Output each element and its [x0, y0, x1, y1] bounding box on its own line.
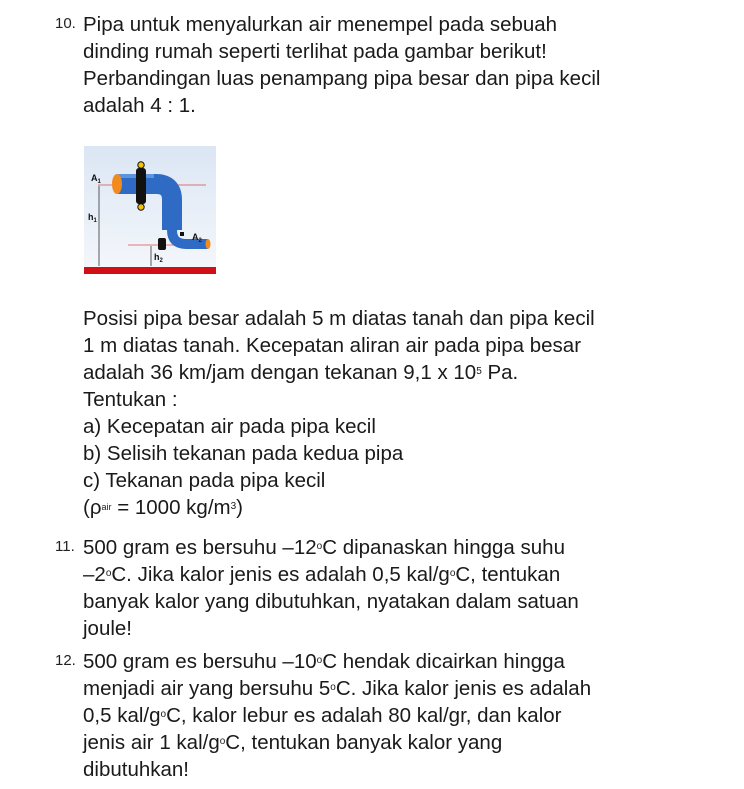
degree-sign: o: [160, 709, 167, 720]
question-number-11: 11.: [55, 538, 75, 555]
large-pipe-opening: [112, 174, 122, 194]
question-10-body: [83, 305, 723, 521]
q12-line-3: [83, 702, 723, 729]
degree-sign: o: [316, 541, 323, 552]
q11-line-2-b: C. Jika kalor jenis es adalah 0,5 kal/g: [111, 563, 450, 586]
q12-line-1: [83, 648, 723, 675]
q12-line-2: [83, 675, 723, 702]
label-a2: $A_2$: [192, 232, 202, 244]
q10-body-line-2: 1 m diatas tanah. Kecepatan aliran air pada pipa besar: [83, 334, 582, 357]
degree-sign: o: [105, 568, 112, 579]
q12-line-4: [83, 729, 723, 756]
q12-line-4-a: jenis air 1 kal/g: [83, 731, 220, 754]
q11-line-1-b: C dipanaskan hingga suhu: [322, 536, 565, 559]
degree-sign: o: [449, 568, 456, 579]
q11-line-1: [83, 534, 723, 561]
q10-intro-line-2: dinding rumah seperti terlihat pada gambar berikut!: [83, 40, 547, 63]
q12-line-2-b: C. Jika kalor jenis es adalah: [335, 677, 592, 700]
density-exponent: 3: [230, 501, 237, 512]
density-open: (ρ: [83, 496, 102, 519]
question-number-12: 12.: [55, 652, 76, 669]
q10-intro-line-1: Pipa untuk menyalurkan air menempel pada sebuah: [83, 13, 558, 36]
pipe-diagram: [84, 146, 216, 276]
question-10-intro: [83, 11, 723, 119]
q12-line-3-b: C, kalor lebur es adalah 80 kal/gr, dan kalor: [166, 704, 562, 727]
q10-body-line-3-unit: Pa.: [481, 361, 519, 384]
exponent: 5: [476, 366, 482, 377]
pipe-diagram-svg: [84, 146, 216, 276]
density-subscript: air: [101, 502, 112, 512]
question-11: [83, 534, 723, 642]
q10-density-note: [83, 494, 723, 521]
q10-intro-line-4: adalah 4 : 1.: [83, 94, 196, 117]
q10-body-line-3-text: adalah 36 km/jam dengan tekanan 9,1 x 10: [83, 361, 477, 384]
degree-sign: o: [219, 736, 226, 747]
q11-line-2-a: –2: [83, 563, 106, 586]
degree-sign: o: [316, 655, 323, 666]
clamp-large: [136, 168, 146, 204]
diagram-background: [84, 146, 216, 270]
q11-line-2: [83, 561, 723, 588]
q12-line-5: dibutuhkan!: [83, 758, 190, 781]
label-h2: $h_2$: [154, 252, 163, 264]
q11-line-1-a: 500 gram es bersuhu –12: [83, 536, 317, 559]
q11-line-3: banyak kalor yang dibutuhkan, nyatakan dalam satuan: [83, 590, 579, 613]
label-a1: $A_1$: [91, 173, 101, 185]
density-value: = 1000 kg/m: [111, 496, 231, 519]
q10-body-line-3: [83, 359, 723, 386]
q11-line-4: joule!: [83, 617, 133, 640]
q10-intro-line-3: Perbandingan luas penampang pipa besar dan pipa kecil: [83, 67, 601, 90]
q10-option-b: b) Selisih tekanan pada kedua pipa: [83, 442, 404, 465]
question-number-10: 10.: [55, 15, 76, 32]
small-pipe-opening: [206, 239, 211, 249]
degree-sign: o: [330, 682, 336, 693]
q10-body-line-1: Posisi pipa besar adalah 5 m diatas tanah dan pipa kecil: [83, 307, 595, 330]
q10-body-line-4: Tentukan :: [83, 388, 178, 411]
clamp-small: [158, 238, 166, 250]
q12-line-4-b: C, tentukan banyak kalor yang: [225, 731, 503, 754]
clamp-bolt-top: [138, 162, 144, 168]
q12-line-3-a: 0,5 kal/g: [83, 704, 161, 727]
q10-option-a: a) Kecepatan air pada pipa kecil: [83, 415, 376, 438]
clamp-small-bolt: [180, 232, 184, 236]
q12-line-1-b: C hendak dicairkan hingga: [322, 650, 565, 673]
q11-line-2-c: C, tentukan: [455, 563, 561, 586]
density-close: ): [236, 496, 243, 519]
clamp-bolt-bottom: [138, 204, 144, 210]
label-h1: $h_1$: [88, 212, 97, 224]
q12-line-2-a: menjadi air yang bersuhu 5: [83, 677, 331, 700]
q10-option-c: c) Tekanan pada pipa kecil: [83, 469, 326, 492]
ground: [84, 267, 216, 274]
q12-line-1-a: 500 gram es bersuhu –10: [83, 650, 317, 673]
question-12: [83, 648, 723, 783]
